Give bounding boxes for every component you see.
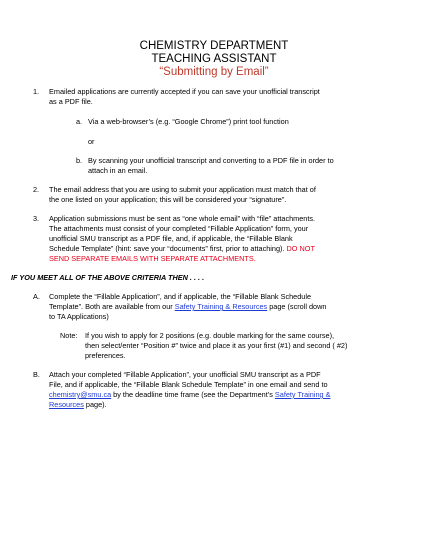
item-a-line-2-text: Template”. Both are available from our: [49, 302, 175, 311]
item-1b-letter: b.: [76, 156, 83, 165]
item-1a-text: Via a web-browser’s (e.g. “Google Chrome”) print tool function: [88, 117, 289, 126]
item-1b-line-2: attach in an email.: [88, 166, 148, 175]
warning-text: DO NOT: [286, 244, 315, 253]
item-1-number: 1.: [33, 87, 40, 96]
item-1b-line-1: By scanning your unofficial transcript and converting to a PDF file in order to: [88, 156, 334, 165]
item-a-line-2: [49, 302, 326, 312]
note-line-3: preferences.: [85, 351, 126, 360]
position-title: TEACHING ASSISTANT: [151, 53, 277, 65]
item-1-line-1: Emailed applications are currently accepted if you can save your unofficial transcript: [49, 87, 320, 96]
item-a-line-3: to TA Applications): [49, 312, 109, 321]
department-title: CHEMISTRY DEPARTMENT: [139, 40, 289, 52]
item-b-line-4: [49, 400, 107, 410]
note-line-1: If you wish to apply for 2 positions (e.g. double marking for the same course),: [85, 331, 335, 340]
item-b-letter: B.: [33, 370, 40, 379]
email-link[interactable]: chemistry@smu.ca: [49, 390, 112, 399]
item-3-number: 3.: [33, 214, 40, 223]
safety-training-link[interactable]: Safety Training & Resources: [174, 302, 268, 311]
item-a-line-2-end: page (scroll down: [267, 302, 327, 311]
safety-training-link-2[interactable]: Safety Training &: [274, 390, 331, 399]
item-2-line-1: The email address that you are using to submit your application must match that of: [49, 185, 316, 194]
item-2-number: 2.: [33, 185, 40, 194]
warning-text-line-2: SEND SEPARATE EMAILS WITH SEPARATE ATTACHMENTS.: [49, 254, 256, 263]
item-1-or: or: [88, 137, 95, 146]
item-a-line-1: Complete the “Fillable Application”, and if applicable, the “Fillable Blank Schedule: [49, 292, 312, 301]
note-line-2: then select/enter “Position #” twice and place it as your first (#1) and second ( #2): [85, 341, 348, 350]
item-b-line-2: File, and if applicable, the “Fillable Blank Schedule Template” in one email and send to: [49, 380, 328, 389]
item-b-line-3: [49, 390, 330, 400]
item-3-line-1: Application submissions must be sent as “one whole email” with “file” attachments.: [49, 214, 316, 223]
item-2-line-2: the one listed on your application; this will be considered your “signature”.: [49, 195, 287, 204]
item-b-line-1: Attach your completed “Fillable Application”, your unofficial SMU transcript as a PDF: [49, 370, 321, 379]
item-b-line-3-text: by the deadline time frame (see the Department’s: [111, 390, 275, 399]
item-b-line-4-text: page).: [83, 400, 107, 409]
item-1-line-2: as a PDF file.: [49, 97, 93, 106]
page-subtitle: “Submitting by Email”: [159, 66, 269, 78]
item-1a-letter: a.: [76, 117, 83, 126]
resources-link[interactable]: Resources: [49, 400, 84, 409]
item-a-letter: A.: [33, 292, 40, 301]
item-3-line-4-text: Schedule Template” (hint: save your “documents” first, prior to attaching).: [49, 244, 287, 253]
note-label: Note:: [60, 331, 78, 340]
item-3-line-4: [49, 244, 315, 254]
item-3-line-2: The attachments must consist of your completed “Fillable Application” form, your: [49, 224, 309, 233]
criteria-heading: IF YOU MEET ALL OF THE ABOVE CRITERIA THEN . . . .: [11, 273, 205, 282]
item-3-line-3: unofficial SMU transcript as a PDF file, and, if applicable, the “Fillable Blank: [49, 234, 293, 243]
